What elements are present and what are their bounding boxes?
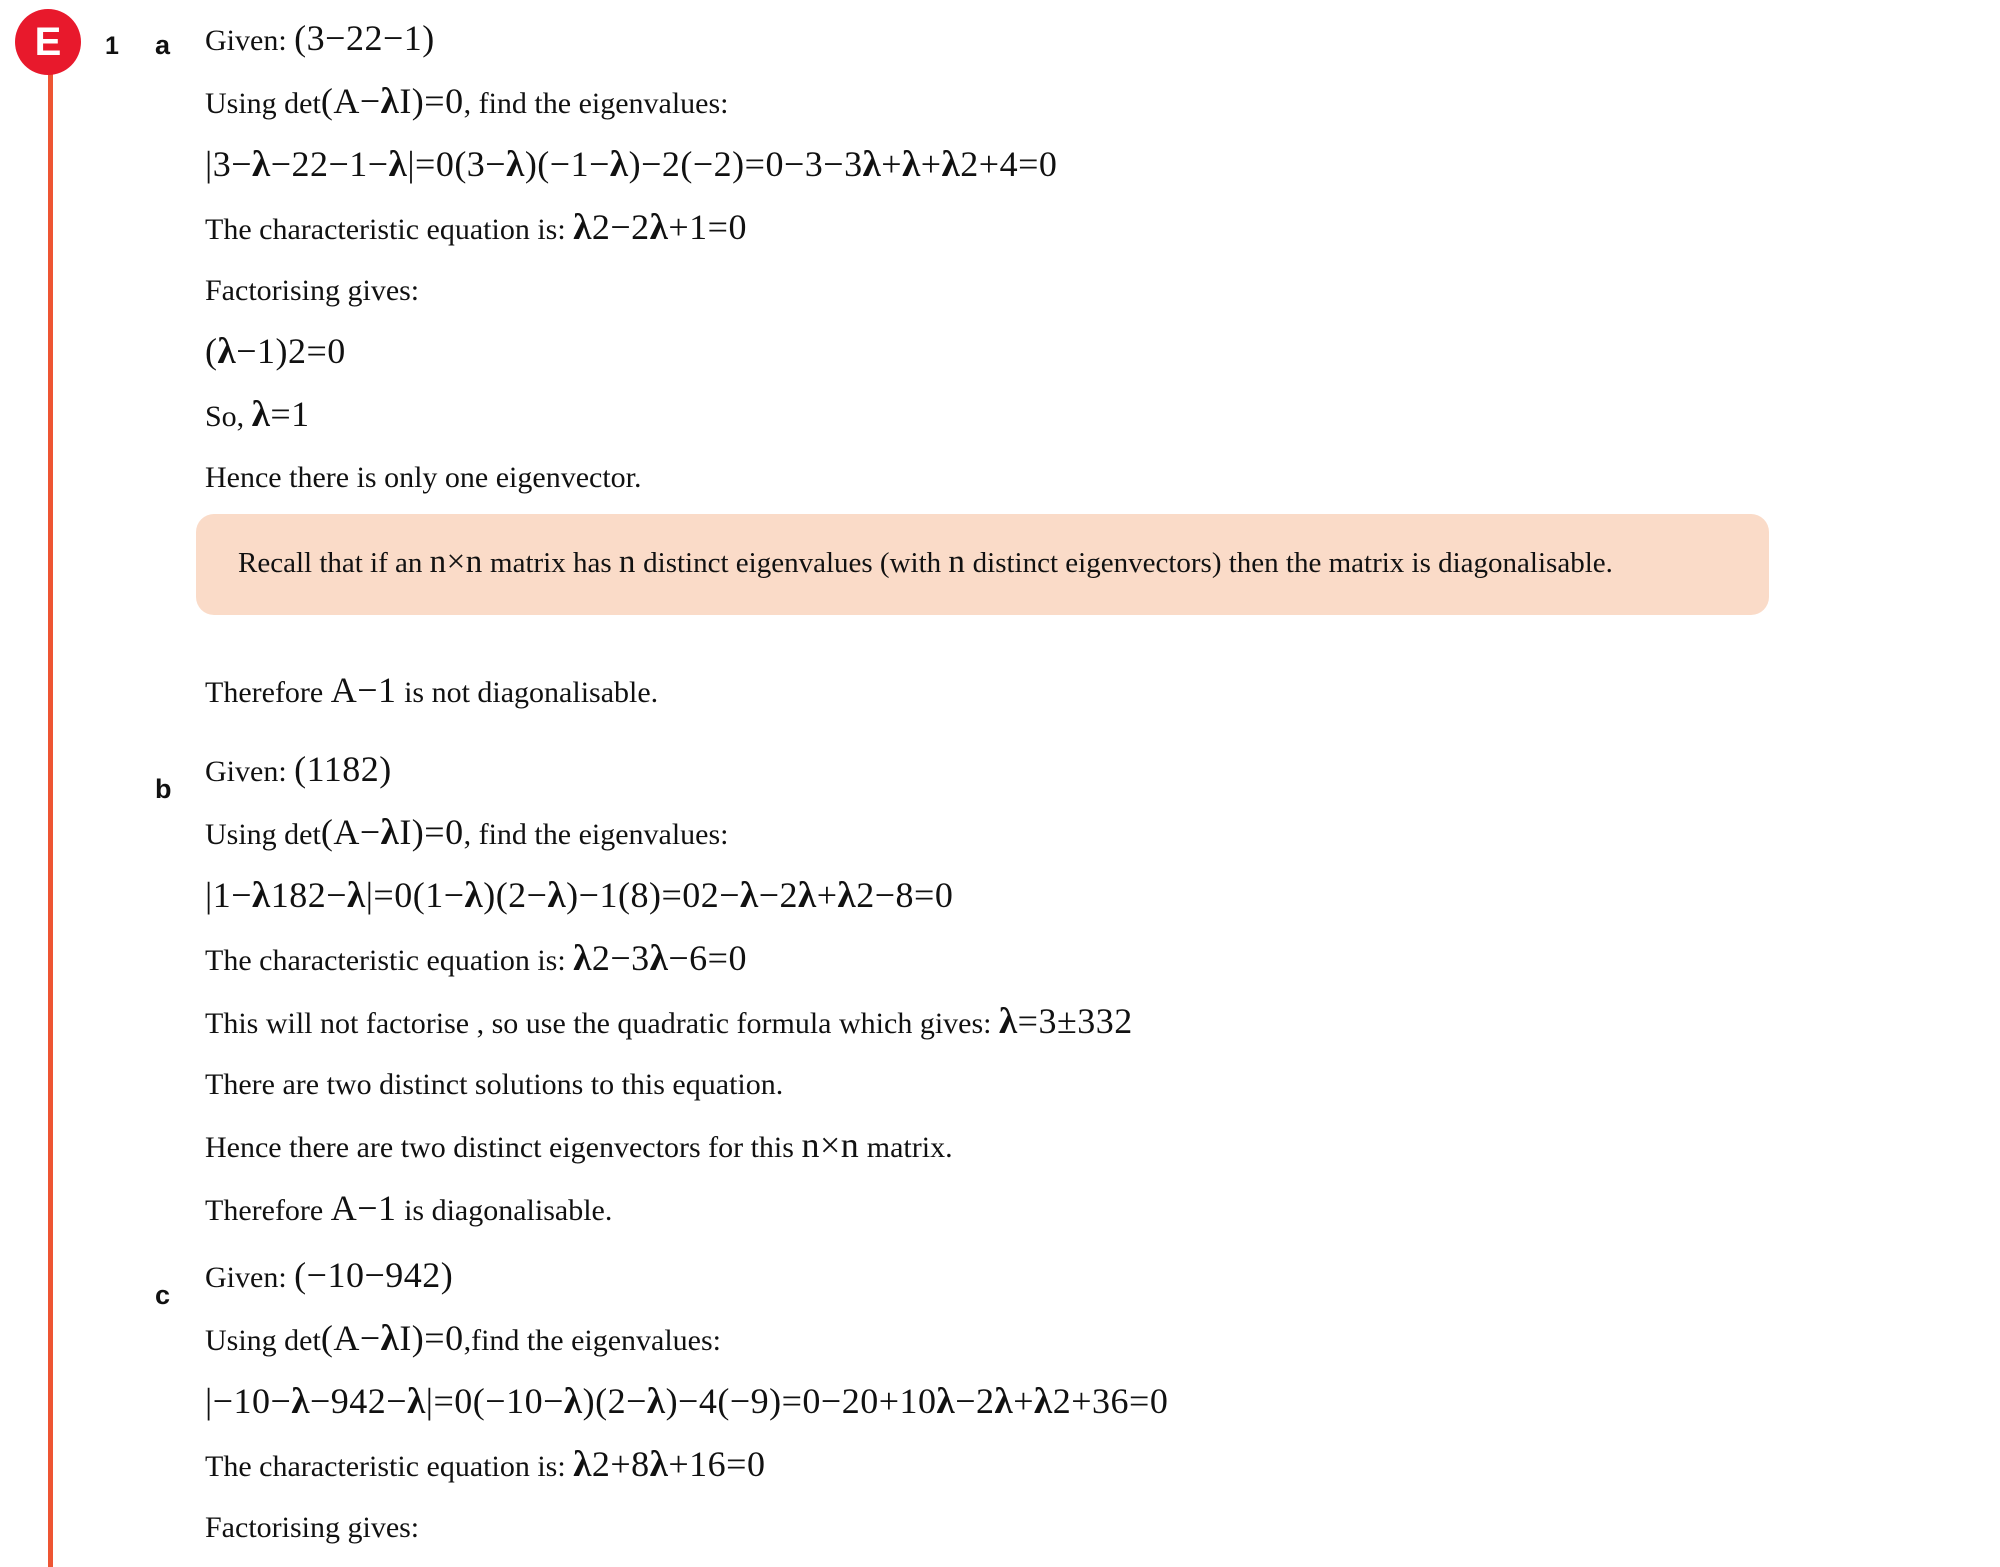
inline-math: (A−λI)=0 (320, 812, 464, 853)
line-text: Using det (205, 87, 321, 120)
inline-math: λ2−2λ+1=0 (573, 207, 747, 248)
solution-line (205, 71, 1965, 134)
line-text: Factorising gives: (205, 274, 420, 307)
inline-math: (1182) (294, 749, 392, 789)
callout-text-run: matrix has (482, 547, 619, 579)
line-text: ,find the eigenvalues: (463, 1324, 722, 1357)
inline-math: A−1 (330, 670, 397, 710)
solution-line (205, 660, 1965, 723)
inline-math: λ2+8λ+16=0 (573, 1444, 766, 1485)
part-label-b: b (155, 774, 172, 804)
line-text: Therefore (205, 676, 331, 709)
callout-text-run: distinct eigenvalues (with (635, 547, 949, 579)
solution-line (205, 321, 1965, 384)
line-text: Hence there is only one eigenvector. (205, 461, 642, 494)
line-text: So, (205, 400, 252, 433)
inline-math: λ=1 (251, 394, 310, 435)
line-text: Hence there are two distinct eigenvectors for this (205, 1131, 802, 1164)
solution-line (205, 865, 1965, 928)
exercise-badge: E (15, 9, 81, 75)
line-text: , find the eigenvalues: (463, 818, 729, 851)
line-text: The characteristic equation is: (205, 213, 574, 246)
solution-line (205, 991, 1965, 1054)
line-text: Given: (205, 755, 295, 788)
line-text: Using det (205, 1324, 321, 1357)
part-closing-a (205, 660, 1965, 723)
line-text: is diagonalisable. (396, 1194, 613, 1227)
inline-math: (A−λI)=0 (320, 81, 464, 122)
question-number: 1 (105, 32, 119, 60)
inline-math: n×n (801, 1125, 860, 1165)
inline-math: (−10−942) (294, 1255, 454, 1295)
solution-line (205, 1434, 1965, 1497)
line-text: The characteristic equation is: (205, 1450, 574, 1483)
line-text: There are two distinct solutions to this equation. (205, 1068, 784, 1101)
line-text: Given: (205, 24, 295, 57)
solution-line (205, 197, 1965, 260)
callout-text (238, 540, 1727, 585)
inline-math: (λ−1)2=0 (205, 331, 346, 372)
part-body-b (205, 739, 1965, 1241)
solution-line (205, 928, 1965, 991)
solution-line (205, 384, 1965, 447)
left-rail (0, 0, 100, 1567)
solution-line (205, 1178, 1965, 1241)
line-text: Factorising gives: (205, 1511, 420, 1544)
inline-math: |1−λ182−λ|=0(1−λ)(2−λ)−1(8)=02−λ−2λ+λ2−8=0 (205, 875, 954, 916)
solution-line (205, 1054, 1965, 1115)
line-text: is not diagonalisable. (396, 676, 659, 709)
solution-line (205, 1245, 1965, 1308)
solution-line (205, 447, 1965, 508)
inline-math: n (948, 544, 966, 580)
inline-math: n (618, 544, 636, 580)
callout-text-run: Recall that if an (238, 547, 430, 579)
recall-callout (196, 514, 1769, 615)
solution-line (205, 1371, 1965, 1434)
part-body-c (205, 1245, 1965, 1558)
inline-math: n×n (429, 544, 483, 580)
inline-math: |3−λ−22−1−λ|=0(3−λ)(−1−λ)−2(−2)=0−3−3λ+λ+λ2+4=0 (205, 144, 1058, 185)
line-text: The characteristic equation is: (205, 944, 574, 977)
solution-line (205, 739, 1965, 802)
rail-vertical-line (48, 48, 53, 1567)
line-text: matrix. (859, 1131, 953, 1164)
callout-text-run: distinct eigenvectors) then the matrix is diagonalisable. (965, 547, 1613, 579)
solution-line (205, 1115, 1965, 1178)
inline-math: (3−22−1) (294, 18, 435, 58)
inline-math: A−1 (330, 1188, 397, 1228)
line-text: Given: (205, 1261, 295, 1294)
solution-line (205, 802, 1965, 865)
inline-math: |−10−λ−942−λ|=0(−10−λ)(2−λ)−4(−9)=0−20+10λ−2λ+λ2+36=0 (205, 1381, 1169, 1422)
solution-line (205, 1497, 1965, 1558)
part-body-a (205, 8, 1965, 508)
line-text: Using det (205, 818, 321, 851)
line-text: Therefore (205, 1194, 331, 1227)
inline-math: λ2−3λ−6=0 (573, 938, 747, 979)
part-label-a: a (155, 30, 171, 60)
solution-line (205, 8, 1965, 71)
line-text: This will not factorise , so use the quadratic formula which gives: (205, 1007, 999, 1040)
inline-math: λ=3±332 (998, 1001, 1133, 1042)
solution-line (205, 134, 1965, 197)
solution-line (205, 260, 1965, 321)
part-label-c: c (155, 1280, 171, 1310)
line-text: , find the eigenvalues: (463, 87, 729, 120)
inline-math: (A−λI)=0 (320, 1318, 464, 1359)
solution-line (205, 1308, 1965, 1371)
